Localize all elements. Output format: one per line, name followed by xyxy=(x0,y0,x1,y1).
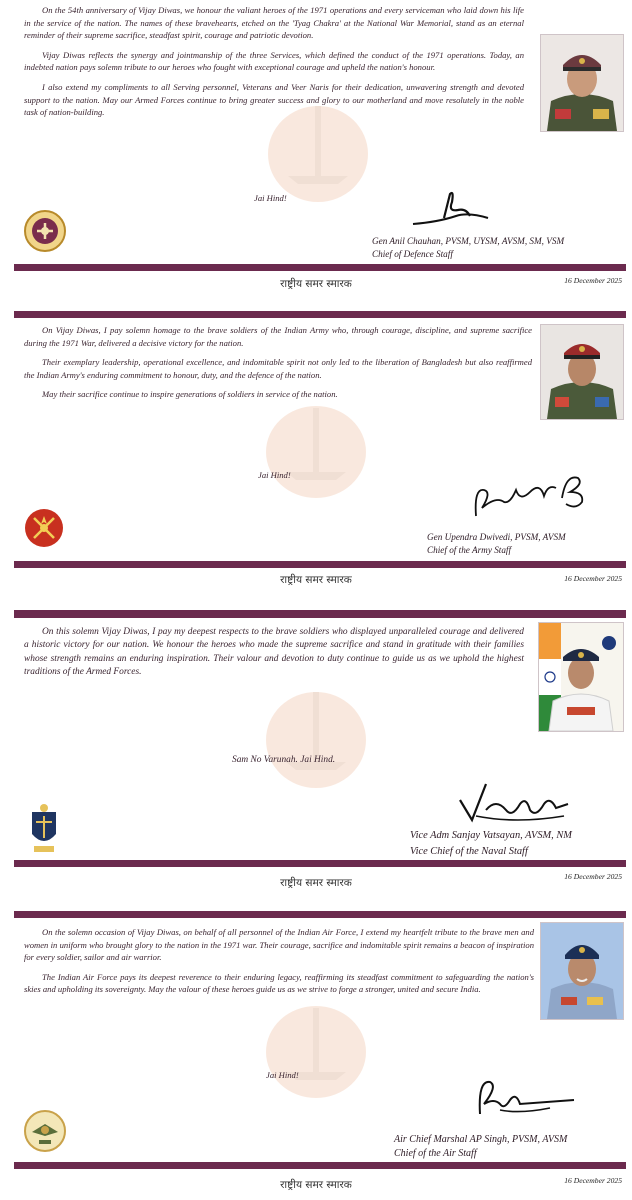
signatory-name: Gen Anil Chauhan, PVSM, UYSM, AVSM, SM, VSM xyxy=(372,236,565,246)
message-panel-cas xyxy=(0,900,632,1200)
paragraph: I also extend my compliments to all Serving personnel, Veterans and Veer Naris for their dedication, unwavering strength and devoted support to the nation. May our Armed Forces continue to bring greater success and glory to our motherland and move resolutely in the noble task of nation-building. xyxy=(24,81,524,118)
date: 16 December 2025 xyxy=(564,872,622,881)
message-body xyxy=(24,4,524,126)
paragraph: On this solemn Vijay Diwas, I pay my deepest respects to the brave soldiers who displayed unparalleled courage and delivered a historic victory for our nation. We honour the heroes who made the supreme sacrifice and stand in gratitude with their families whose strength remains an enduring inspiration. Their valour and devotion to duty continue to guide us as we uphold the highest traditions of the Armed Forces. xyxy=(24,627,524,678)
sign-off: Sam No Varunah. Jai Hind. xyxy=(232,755,336,765)
message-body xyxy=(24,926,534,1003)
footer-hindi-title: राष्ट्रीय समर स्मारक xyxy=(280,877,352,889)
signatory-name: Vice Adm Sanjay Vatsayan, AVSM, NM xyxy=(410,830,572,841)
date: 16 December 2025 xyxy=(564,276,622,285)
divider-bar xyxy=(14,1162,626,1169)
divider-bar xyxy=(14,860,626,867)
cas-portrait xyxy=(540,922,624,1020)
footer-hindi-title: राष्ट्रीय समर स्मारक xyxy=(280,574,352,586)
signatory-title: Chief of the Air Staff xyxy=(394,1148,477,1159)
signatory-title: Vice Chief of the Naval Staff xyxy=(410,846,528,857)
message-body xyxy=(24,324,532,408)
message-body xyxy=(24,626,524,687)
coas-portrait xyxy=(540,324,624,420)
footer-hindi-title: राष्ट्रीय समर स्मारक xyxy=(280,1179,352,1191)
divider-bar xyxy=(14,561,626,568)
paragraph: The Indian Air Force pays its deepest reverence to their enduring legacy, reaffirming its steadfast commitment to safeguarding the nation's skies and upholding its sovereignty. May the valour of these heroes guide us as we strive to forge a stronger, united and secure India. xyxy=(24,971,534,995)
paragraph: On Vijay Diwas, I pay solemn homage to the brave soldiers of the Indian Army who, through courage, discipline, and supreme sacrifice during the 1971 War, delivered a decisive victory for the nation. xyxy=(24,325,532,348)
signature-cds xyxy=(408,188,498,230)
divider-bar xyxy=(14,911,626,918)
signatory-name: Gen Upendra Dwivedi, PVSM, AVSM xyxy=(427,532,566,542)
divider-bar xyxy=(14,264,626,271)
date: 16 December 2025 xyxy=(564,574,622,583)
signature-cas xyxy=(470,1074,580,1124)
footer-hindi-title: राष्ट्रीय समर स्मारक xyxy=(280,278,352,290)
war-memorial-watermark xyxy=(256,1000,376,1100)
cds-portrait xyxy=(540,34,624,132)
paragraph: May their sacrifice continue to inspire generations of soldiers in service of the nation. xyxy=(42,389,338,400)
sign-off: Jai Hind! xyxy=(258,470,291,480)
message-panel-vcns xyxy=(0,600,632,900)
divider-bar xyxy=(14,311,626,318)
indian-army-emblem xyxy=(24,508,64,548)
war-memorial-watermark xyxy=(256,682,376,792)
paragraph: On the solemn occasion of Vijay Diwas, on behalf of all personnel of the Indian Air Force, I extend my heartfelt tribute to the brave men and women in uniform who brought glory to the nation in the 1971 war. Their courage, sacrifice and indomitable spirit remains a beacon of inspiration for every soldier, sailor and air warrior. xyxy=(24,927,534,963)
sign-off: Jai Hind! xyxy=(254,193,287,203)
divider-bar xyxy=(14,610,626,618)
sign-off: Jai Hind! xyxy=(266,1070,299,1080)
indian-air-force-emblem xyxy=(24,1110,66,1152)
indian-navy-crest xyxy=(26,804,62,854)
signatory-title: Chief of the Army Staff xyxy=(427,545,512,555)
signatory-name: Air Chief Marshal AP Singh, PVSM, AVSM xyxy=(394,1134,568,1145)
message-panel-cds xyxy=(0,0,632,300)
paragraph: On the 54th anniversary of Vijay Diwas, we honour the valiant heroes of the 1971 operations and every serviceman who laid down his life in the service of the nation. The names of these bravehearts, etched on the 'Tyag Chakra' at the National War Memorial, stand as an eternal reminder of their supreme sacrifice, steadfast spirit, courage and patriotic devotion. xyxy=(24,5,524,41)
vcns-portrait xyxy=(538,622,624,732)
paragraph: Their exemplary leadership, operational excellence, and indomitable spirit not only led to the liberation of Bangladesh but also reaffirmed the Indian Army's enduring commitment to honour, duty, and the defence of the nation. xyxy=(24,357,532,380)
signature-coas xyxy=(470,468,590,526)
paragraph: Vijay Diwas reflects the synergy and jointmanship of the three Services, which defined the conduct of the 1971 operations. Today, an indebted nation pays solemn tribute to our heroes who fought with exceptional courage and upheld the nation's honour. xyxy=(24,49,524,73)
integrated-defence-staff-emblem xyxy=(24,210,66,252)
signature-vcns xyxy=(456,780,572,832)
date: 16 December 2025 xyxy=(564,1176,622,1185)
signatory-title: Chief of Defence Staff xyxy=(372,249,453,259)
war-memorial-watermark xyxy=(256,400,376,500)
message-panel-coas xyxy=(0,300,632,600)
